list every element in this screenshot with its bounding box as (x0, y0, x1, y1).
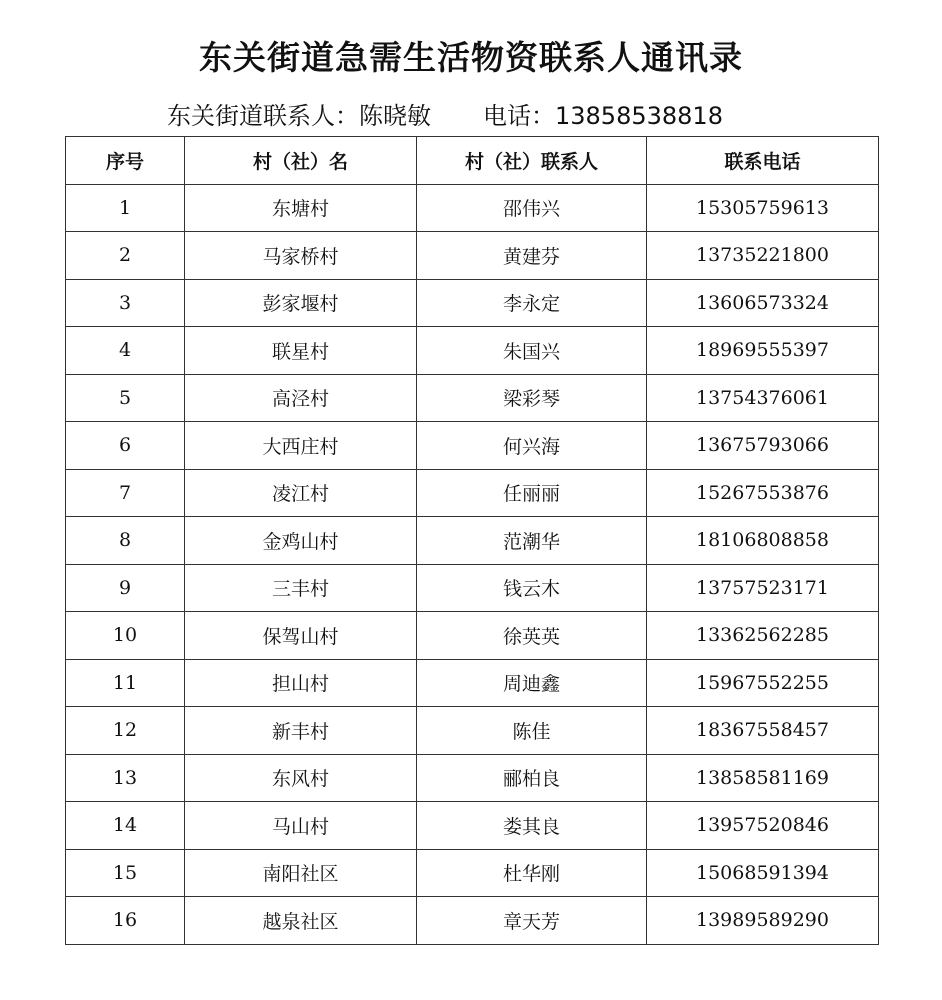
contact-line (167, 96, 887, 136)
page-title: 东关街道急需生活物资联系人通讯录 (199, 38, 743, 77)
table-row (66, 897, 879, 945)
village-contact: 周迪鑫 (417, 659, 647, 707)
phone-number: 15967552255 (647, 659, 879, 707)
header-village-name: 村（社）名 (185, 137, 417, 185)
table-row (66, 659, 879, 707)
phone-number: 13606573324 (647, 279, 879, 327)
table-row (66, 232, 879, 280)
village-contact: 章天芳 (417, 897, 647, 945)
row-index: 8 (66, 517, 185, 565)
phone-number: 15267553876 (647, 469, 879, 517)
header-index: 序号 (66, 137, 185, 185)
village-contact: 任丽丽 (417, 469, 647, 517)
village-contact: 黄建芬 (417, 232, 647, 280)
phone-number: 18969555397 (647, 327, 879, 375)
village-name: 金鸡山村 (185, 517, 417, 565)
header-phone: 联系电话 (647, 137, 879, 185)
row-index: 10 (66, 612, 185, 660)
village-contact: 梁彩琴 (417, 374, 647, 422)
phone-number: 15068591394 (647, 849, 879, 897)
header-village-contact: 村（社）联系人 (417, 137, 647, 185)
village-contact: 郦柏良 (417, 754, 647, 802)
row-index: 11 (66, 659, 185, 707)
phone-number: 13989589290 (647, 897, 879, 945)
row-index: 16 (66, 897, 185, 945)
table-row (66, 564, 879, 612)
phone-number: 13757523171 (647, 564, 879, 612)
village-name: 越泉社区 (185, 897, 417, 945)
row-index: 5 (66, 374, 185, 422)
village-contact: 范潮华 (417, 517, 647, 565)
phone-number: 15305759613 (647, 184, 879, 232)
village-contact: 朱国兴 (417, 327, 647, 375)
village-contact: 何兴海 (417, 422, 647, 470)
phone-number: 13754376061 (647, 374, 879, 422)
phone-number: 13362562285 (647, 612, 879, 660)
village-contact: 钱云木 (417, 564, 647, 612)
row-index: 7 (66, 469, 185, 517)
table-row (66, 802, 879, 850)
row-index: 6 (66, 422, 185, 470)
contact-directory-table (65, 136, 879, 945)
village-contact: 娄其良 (417, 802, 647, 850)
row-index: 3 (66, 279, 185, 327)
village-name: 马山村 (185, 802, 417, 850)
phone-number: 13858581169 (647, 754, 879, 802)
table-row (66, 327, 879, 375)
row-index: 2 (66, 232, 185, 280)
phone-number: 13957520846 (647, 802, 879, 850)
village-name: 马家桥村 (185, 232, 417, 280)
row-index: 4 (66, 327, 185, 375)
table-row (66, 422, 879, 470)
table-row (66, 469, 879, 517)
village-contact: 徐英英 (417, 612, 647, 660)
table-row (66, 707, 879, 755)
village-contact: 陈佳 (417, 707, 647, 755)
phone-number: 18106808858 (647, 517, 879, 565)
table-row (66, 184, 879, 232)
row-index: 9 (66, 564, 185, 612)
row-index: 1 (66, 184, 185, 232)
village-name: 保驾山村 (185, 612, 417, 660)
village-name: 南阳社区 (185, 849, 417, 897)
table-row (66, 754, 879, 802)
village-name: 凌江村 (185, 469, 417, 517)
table-row (66, 374, 879, 422)
village-name: 三丰村 (185, 564, 417, 612)
village-name: 联星村 (185, 327, 417, 375)
row-index: 13 (66, 754, 185, 802)
village-name: 担山村 (185, 659, 417, 707)
village-name: 东风村 (185, 754, 417, 802)
table-row (66, 517, 879, 565)
village-name: 新丰村 (185, 707, 417, 755)
table-row (66, 279, 879, 327)
village-name: 彭家堰村 (185, 279, 417, 327)
contact-phone-label: 电话：13858538818 (483, 102, 723, 130)
table-header-row (66, 137, 879, 185)
village-contact: 邵伟兴 (417, 184, 647, 232)
phone-number: 13675793066 (647, 422, 879, 470)
village-contact: 杜华刚 (417, 849, 647, 897)
row-index: 14 (66, 802, 185, 850)
village-name: 东塘村 (185, 184, 417, 232)
row-index: 15 (66, 849, 185, 897)
table-row (66, 612, 879, 660)
table-row (66, 849, 879, 897)
phone-number: 13735221800 (647, 232, 879, 280)
village-name: 高泾村 (185, 374, 417, 422)
contact-person-label: 东关街道联系人：陈晓敏 (167, 102, 431, 130)
village-name: 大西庄村 (185, 422, 417, 470)
row-index: 12 (66, 707, 185, 755)
phone-number: 18367558457 (647, 707, 879, 755)
village-contact: 李永定 (417, 279, 647, 327)
